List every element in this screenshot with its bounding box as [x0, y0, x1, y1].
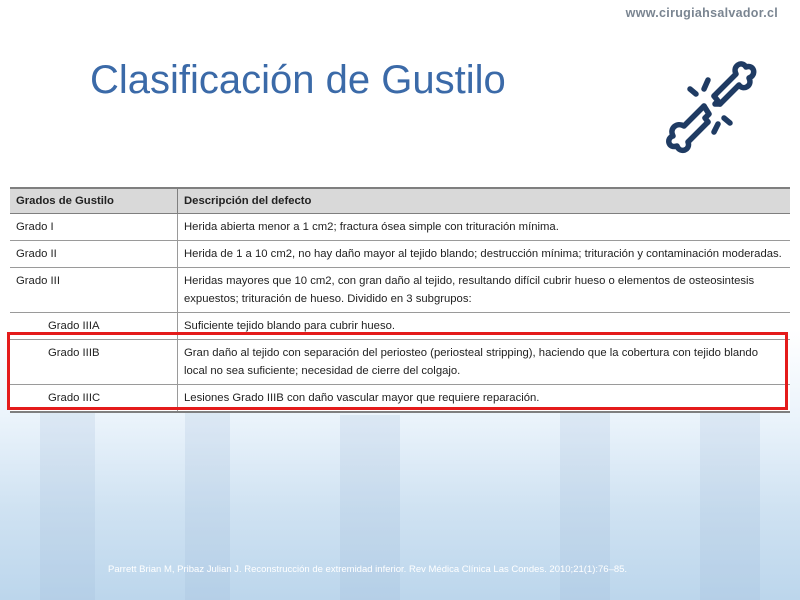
description-cell: Gran daño al tejido con separación del periosteo (periosteal stripping), haciendo que la cobertura con tejido blando local no sea suficiente; necesidad de cierre del colgajo.: [178, 340, 791, 385]
citation: Parrett Brian M, Pribaz Julian J. Reconstrucción de extremidad inferior. Rev Médica Clínica Las Condes. 2010;21(1):76–85.: [108, 564, 628, 575]
grade-cell: Grado IIIC: [10, 385, 178, 413]
description-cell: Suficiente tejido blando para cubrir hueso.: [178, 313, 791, 340]
background-column: [700, 400, 760, 600]
description-cell: Heridas mayores que 10 cm2, con gran daño al tejido, resultando difícil cubrir hueso o elementos de osteosintesis expuestos; trituración de hueso. Dividido en 3 subgrupos:: [178, 268, 791, 313]
table-row: [10, 268, 790, 313]
grade-cell: Grado I: [10, 214, 178, 241]
grade-cell: Grado II: [10, 241, 178, 268]
grade-cell: Grado IIIA: [10, 313, 178, 340]
broken-bone-icon: [660, 56, 760, 156]
description-cell: Lesiones Grado IIIB con daño vascular mayor que requiere reparación.: [178, 385, 791, 413]
column-header-description: Descripción del defecto: [178, 188, 791, 214]
table-row: [10, 241, 790, 268]
table-header-row: [10, 188, 790, 214]
table-row: [10, 214, 790, 241]
description-cell: Herida abierta menor a 1 cm2; fractura ósea simple con trituración mínima.: [178, 214, 791, 241]
slide-title: Clasificación de Gustilo: [90, 58, 506, 102]
highlight-box: [7, 332, 788, 410]
grade-cell: Grado III: [10, 268, 178, 313]
description-cell: Herida de 1 a 10 cm2, no hay daño mayor al tejido blando; destrucción mínima; trituración y contaminación moderadas.: [178, 241, 791, 268]
site-url: www.cirugiahsalvador.cl: [625, 6, 778, 20]
grade-cell: Grado IIIB: [10, 340, 178, 385]
column-header-grade: Grados de Gustilo: [10, 188, 178, 214]
background-column: [40, 410, 95, 600]
